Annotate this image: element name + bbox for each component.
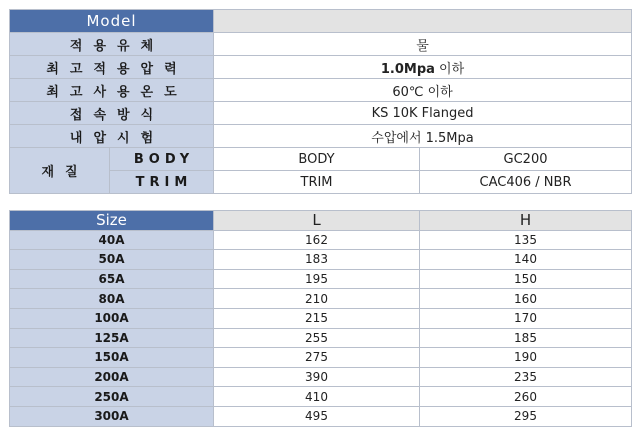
body-value: GC200 (420, 148, 632, 171)
spec-row (10, 33, 632, 56)
spec-table (9, 9, 632, 194)
length-cell: 215 (214, 308, 420, 328)
size-cell: 40A (10, 230, 214, 250)
table-row (10, 308, 632, 328)
length-cell: 162 (214, 230, 420, 250)
table-row (10, 367, 632, 387)
length-cell: 210 (214, 289, 420, 309)
size-table (9, 210, 632, 427)
height-cell: 140 (420, 250, 632, 270)
length-cell: 495 (214, 406, 420, 426)
height-cell: 190 (420, 348, 632, 368)
size-cell: 200A (10, 367, 214, 387)
size-cell: 100A (10, 308, 214, 328)
size-cell: 50A (10, 250, 214, 270)
size-cell: 125A (10, 328, 214, 348)
trim-name: TRIM (214, 171, 420, 194)
spec-row (10, 125, 632, 148)
table-row (10, 250, 632, 270)
table-row (10, 289, 632, 309)
spec-row (10, 79, 632, 102)
spec-label: 최고사용온도 (10, 79, 214, 102)
length-cell: 255 (214, 328, 420, 348)
size-header-row (10, 211, 632, 231)
table-row (10, 328, 632, 348)
spec-header-row (10, 10, 632, 33)
size-cell: 65A (10, 269, 214, 289)
length-cell: 275 (214, 348, 420, 368)
table-row (10, 387, 632, 407)
height-cell: 150 (420, 269, 632, 289)
height-cell: 170 (420, 308, 632, 328)
table-row (10, 269, 632, 289)
spec-value: 수압에서 1.5Mpa (214, 125, 632, 148)
material-row-body (10, 148, 632, 171)
pressure-suffix: 이하 (434, 61, 465, 77)
spec-row (10, 102, 632, 125)
size-cell: 150A (10, 348, 214, 368)
height-cell: 260 (420, 387, 632, 407)
height-header: H (420, 211, 632, 231)
material-label: 재질 (10, 148, 110, 194)
spec-value: 60℃ 이하 (214, 79, 632, 102)
model-value (214, 10, 632, 33)
height-cell: 160 (420, 289, 632, 309)
pressure-value: 1.0Mpa (380, 61, 435, 77)
size-cell: 300A (10, 406, 214, 426)
size-cell: 250A (10, 387, 214, 407)
height-cell: 185 (420, 328, 632, 348)
height-cell: 235 (420, 367, 632, 387)
spec-value: KS 10K Flanged (214, 102, 632, 125)
length-cell: 183 (214, 250, 420, 270)
length-cell: 195 (214, 269, 420, 289)
size-cell: 80A (10, 289, 214, 309)
table-row (10, 406, 632, 426)
spec-label: 최고적용압력 (10, 56, 214, 79)
trim-value: CAC406 / NBR (420, 171, 632, 194)
trim-label: TRIM (110, 171, 214, 194)
table-row (10, 230, 632, 250)
spec-label: 접속방식 (10, 102, 214, 125)
length-cell: 390 (214, 367, 420, 387)
model-header: Model (10, 10, 214, 33)
body-name: BODY (214, 148, 420, 171)
table-row (10, 348, 632, 368)
body-label: BODY (110, 148, 214, 171)
size-header: Size (10, 211, 214, 231)
spec-row (10, 56, 632, 79)
length-header: L (214, 211, 420, 231)
height-cell: 135 (420, 230, 632, 250)
spec-label: 내압시험 (10, 125, 214, 148)
spec-value (214, 56, 632, 79)
spec-label: 적용유체 (10, 33, 214, 56)
height-cell: 295 (420, 406, 632, 426)
spec-value: 물 (214, 33, 632, 56)
length-cell: 410 (214, 387, 420, 407)
